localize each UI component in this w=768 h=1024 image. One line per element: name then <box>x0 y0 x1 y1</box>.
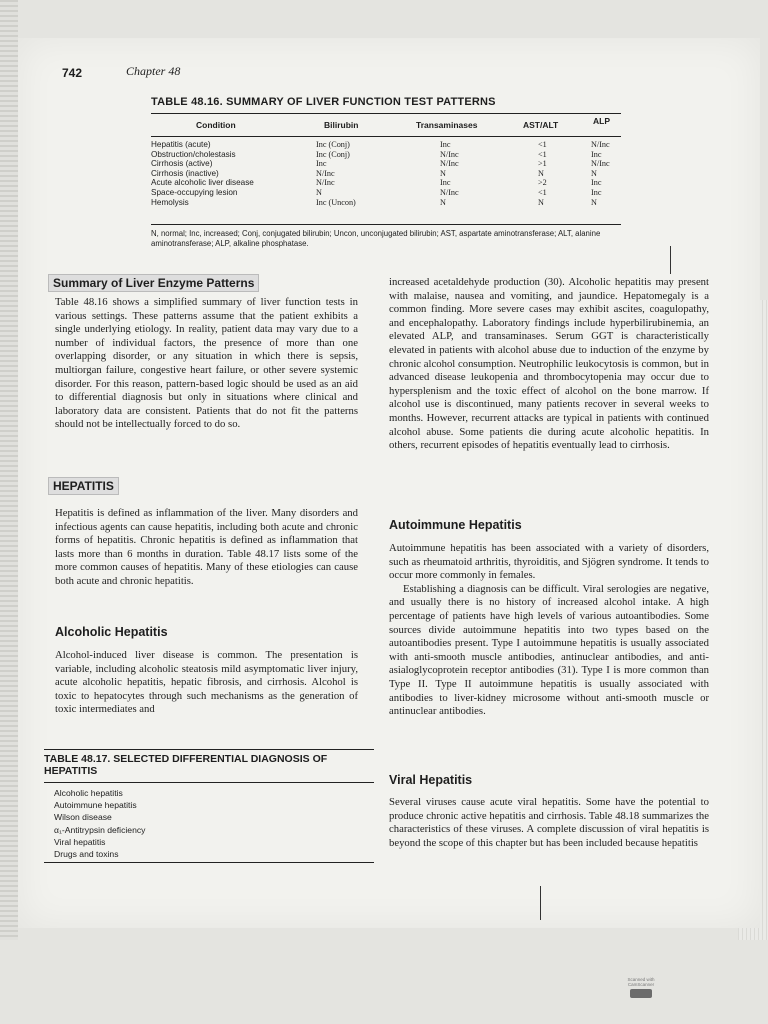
table-48-17-list: Alcoholic hepatitis Autoimmune hepatitis Wilson disease α₁-Antitrypsin deficiency Viral hepatitis Drugs and toxins <box>54 788 146 860</box>
book-page <box>18 38 760 928</box>
scanner-watermark <box>626 977 656 998</box>
viral-hepatitis-heading: Viral Hepatitis <box>389 773 473 787</box>
pencil-mark <box>670 246 671 274</box>
table-top-rule <box>151 113 621 114</box>
page-number: 742 <box>62 66 83 80</box>
alcoholic-hepatitis-heading: Alcoholic Hepatitis <box>55 625 168 639</box>
summary-heading: Summary of Liver Enzyme Patterns <box>48 274 259 292</box>
autoimmune-hepatitis-heading: Autoimmune Hepatitis <box>389 518 522 532</box>
table-col-alp: N/Inc Inc N/Inc N Inc Inc N <box>591 140 610 207</box>
table-col-bilirubin: Inc (Conj) Inc (Conj) Inc N/Inc N/Inc N Inc (Uncon) <box>316 140 356 207</box>
table-48-17-title: TABLE 48.17. SELECTED DIFFERENTIAL DIAGNOSIS OF HEPATITIS <box>44 753 328 777</box>
scanner-text: Scanned with CamScanner <box>627 977 655 987</box>
viral-paragraph: Several viruses cause acute viral hepatitis. Some have the potential to produce chronic active hepatitis and cirrhosis. Table 48.18 summarizes the characteristics of these viruses. A complete discussion of viral hepatitis is beyond the scope of this chapter but has been included because hepatitis <box>389 796 709 849</box>
col-header-transaminases: Transaminases <box>416 120 478 130</box>
chapter-label: Chapter 48 <box>126 64 181 78</box>
alcoholic-paragraph: Alcohol-induced liver disease is common. The presentation is variable, including alcoholic steatosis mild asymptomatic liver injury, acute alcoholic hepatitis, hepatic fibrosis, and cirrhosis. Alcohol is toxic to hepatocytes through such mechanisms as the generation of toxic intermediates and <box>55 649 358 716</box>
alcoholic-continued-paragraph: increased acetaldehyde production (30). Alcoholic hepatitis may present with malaise, nausea and vomiting, and jaundice. Hepatomegaly is a common finding. More severe cases may exhibit ascites, coagulopathy, and encephalopathy. Laboratory findings include hyperbilirubinemia, an elevated ALP, and transaminases. Serum GGT is characteristically elevated in patients with alcohol abuse due to induction of the enzyme by chronic alcohol consumption. Neutrophilic leukocytosis is common, but in advanced disease leukopenia and thrombocytopenia may occur due to hypersplenism and the toxic effect of alcohol on the bone marrow. If alcohol use is discontinued, many patients recover in several weeks to months. However, recurrent attacks are typical in patients with continued alcohol abuse. Some patients die during acute alcoholic hepatitis. In others, recurrent episodes of hepatitis eventually lead to cirrhosis. <box>389 276 709 452</box>
table2-bottom-rule <box>44 862 374 863</box>
table-footnote: N, normal; Inc, increased; Conj, conjugated bilirubin; Uncon, unconjugated bilirubin; AST, aspartate aminotransferase; ALT, alanine aminotransferase; ALP, alkaline phosphatase. <box>151 229 601 248</box>
col-header-condition: Condition <box>196 120 236 130</box>
col-header-bilirubin: Bilirubin <box>324 120 359 130</box>
table-bottom-rule <box>151 224 621 225</box>
table-48-16-title: TABLE 48.16. SUMMARY OF LIVER FUNCTION TEST PATTERNS <box>151 96 496 108</box>
table2-top-rule <box>44 749 374 750</box>
table-col-transaminases: Inc N/Inc N/Inc N Inc N/Inc N <box>440 140 459 207</box>
camscanner-logo-icon <box>630 989 652 998</box>
col-header-alp: ALP <box>593 116 610 126</box>
table-col-ast-alt: <1 <1 >1 N >2 <1 N <box>538 140 547 207</box>
pencil-mark <box>540 886 541 920</box>
hepatitis-heading: HEPATITIS <box>48 477 119 495</box>
scan-left-edge <box>0 0 18 940</box>
table-header-rule <box>151 136 621 137</box>
summary-paragraph: Table 48.16 shows a simplified summary of liver function tests in various settings. These patterns assume that the patient exhibits a single underlying etiology. In reality, patient data may vary due to a number of individual factors, the presence of more than one overlapping disorder, or any situation in which there is sepsis, multiorgan failure, congestive heart failure, or other severe systemic disorder. For this reason, pattern-based logic should be used as an aid to differential diagnosis but only in situations where clinical and laboratory data are consistent. Patients that do not fit the patterns should not be intellectually forced to do so. <box>55 296 358 431</box>
table-col-condition: Hepatitis (acute) Obstruction/cholestasis Cirrhosis (active) Cirrhosis (inactive) Acute alcoholic liver disease Space-occupying lesion Hemolysis <box>151 140 254 207</box>
autoimmune-paragraphs: Autoimmune hepatitis has been associated with a variety of disorders, such as rheumatoid arthritis, thyroiditis, and Sjögren syndrome. It tends to occur more commonly in females. Establishing a diagnosis can be difficult. Viral serologies are negative, and usually there is no history of increased alcohol intake. A high percentage of patients have high levels of various autoantibodies. Some sources divide autoimmune hepatitis into two types based on the autoantibodies present. Type I autoimmune hepatitis is usually associated with anti-smooth muscle antibodies, antinuclear antibodies, and anti-asialoglycoprotein receptor antibodies (31). Type I is more common than Type II. Type II autoimmune hepatitis is usually associated with antibodies to liver-kidney microsome without anti-smooth muscle or antinuclear antibodies. <box>389 542 709 718</box>
table2-header-rule <box>44 782 374 783</box>
hepatitis-paragraph: Hepatitis is defined as inflammation of the liver. Many disorders and infectious agents can cause hepatitis, including both acute and chronic forms of hepatitis. Chronic hepatitis is defined as inflammation that lasts more than 6 months in duration. Table 48.17 lists some of the more common causes of hepatitis. Many of these etiologies can cause both acute and chronic hepatitis. <box>55 507 358 587</box>
col-header-ast-alt: AST/ALT <box>523 120 559 130</box>
